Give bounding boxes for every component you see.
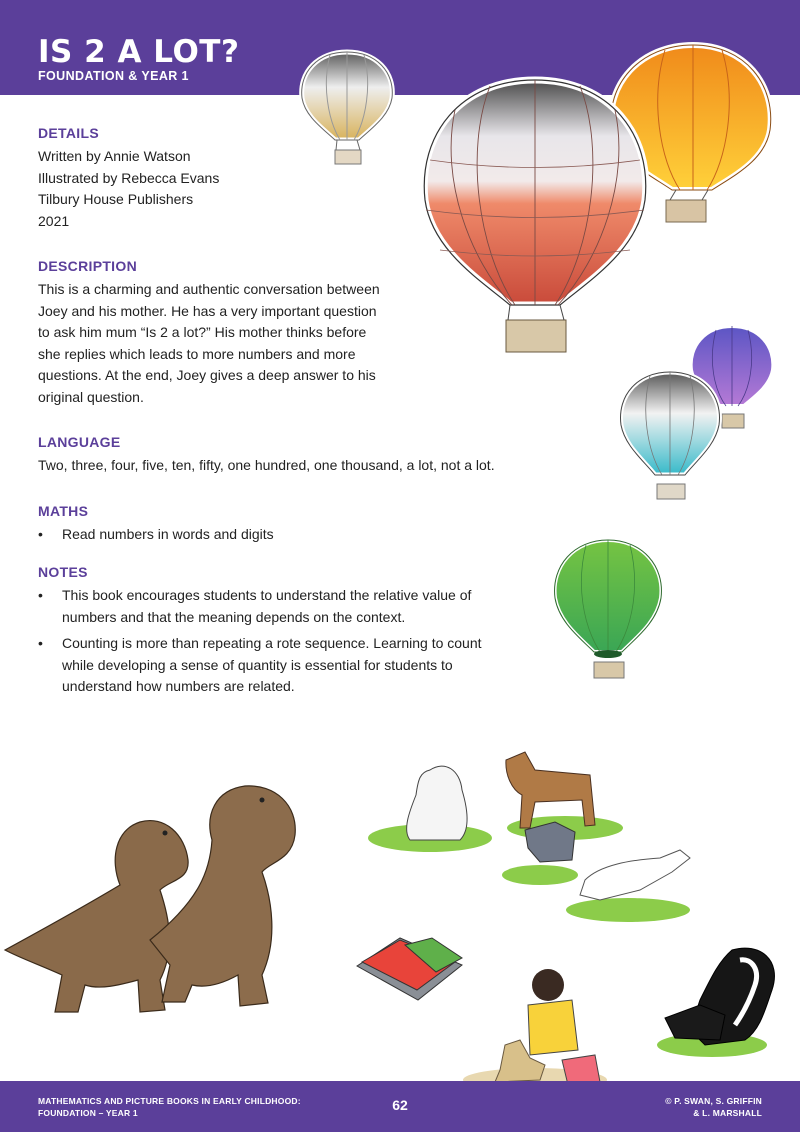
description-section	[38, 258, 538, 408]
description-line: original question.	[38, 388, 144, 405]
description-line: Joey and his mother. He has a very important question	[38, 302, 377, 319]
maths-heading: MATHS	[38, 503, 89, 519]
footer-copyright-line: © P. SWAN, S. GRIFFIN	[665, 1096, 762, 1106]
notes-heading: NOTES	[38, 564, 88, 580]
language-heading: LANGUAGE	[38, 434, 121, 450]
dogs	[368, 752, 690, 922]
notes-bullet-line: while developing a sense of quantity is essential for students to	[62, 656, 453, 673]
language-text: Two, three, four, five, ten, fifty, one hundred, one thousand, a lot, not a lot.	[38, 457, 495, 473]
maths-bullet: • Read numbers in words and digits	[38, 524, 538, 546]
details-section	[38, 125, 538, 232]
notes-bullet-line: numbers and that the meaning depends on the context.	[62, 608, 406, 625]
notes-bullet-line: • Counting is more than repeating a rote sequence. Learning to count	[62, 635, 482, 651]
notes-bullet-line: understand how numbers are related.	[62, 678, 295, 694]
page-number: 62	[392, 1097, 408, 1113]
notes-section	[38, 564, 538, 703]
details-illustrator: Illustrated by Rebecca Evans	[38, 169, 220, 186]
footer-copyright-line: & L. MARSHALL	[693, 1108, 762, 1118]
description-line: she replies which leads to more numbers and more	[38, 345, 356, 362]
page-subtitle: FOUNDATION & YEAR 1	[38, 69, 189, 83]
footer-book-title-line: MATHEMATICS AND PICTURE BOOKS IN EARLY CHILDHOOD:	[38, 1096, 301, 1106]
child-with-sandcastle	[463, 969, 607, 1092]
dinosaurs	[5, 786, 295, 1012]
footer-book-title-line: FOUNDATION – YEAR 1	[38, 1108, 138, 1118]
description-heading: DESCRIPTION	[38, 258, 137, 274]
page-title: IS 2 A LOT?	[38, 34, 240, 70]
footer-band	[0, 1081, 800, 1132]
footer-copyright	[665, 1095, 762, 1119]
maths-section	[38, 503, 538, 551]
details-publisher: Tilbury House Publishers	[38, 191, 194, 207]
details-heading: DETAILS	[38, 125, 99, 141]
description-line: questions. At the end, Joey gives a deep answer to his	[38, 367, 376, 383]
notes-bullet-line: • This book encourages students to understand the relative value of	[62, 587, 472, 603]
balloon-green	[555, 540, 662, 678]
details-year: 2021	[38, 212, 70, 229]
notes-bullet	[38, 585, 538, 628]
description-line: This is a charming and authentic conversation between	[38, 281, 380, 297]
skunks	[657, 948, 774, 1057]
notes-bullet	[38, 633, 538, 698]
description-line: to ask him mum “Is 2 a lot?” His mother thinks before	[38, 324, 367, 340]
balloon-teal	[621, 372, 720, 499]
books	[357, 938, 462, 1000]
details-author: Written by Annie Watson	[38, 148, 191, 164]
language-section	[38, 434, 538, 477]
